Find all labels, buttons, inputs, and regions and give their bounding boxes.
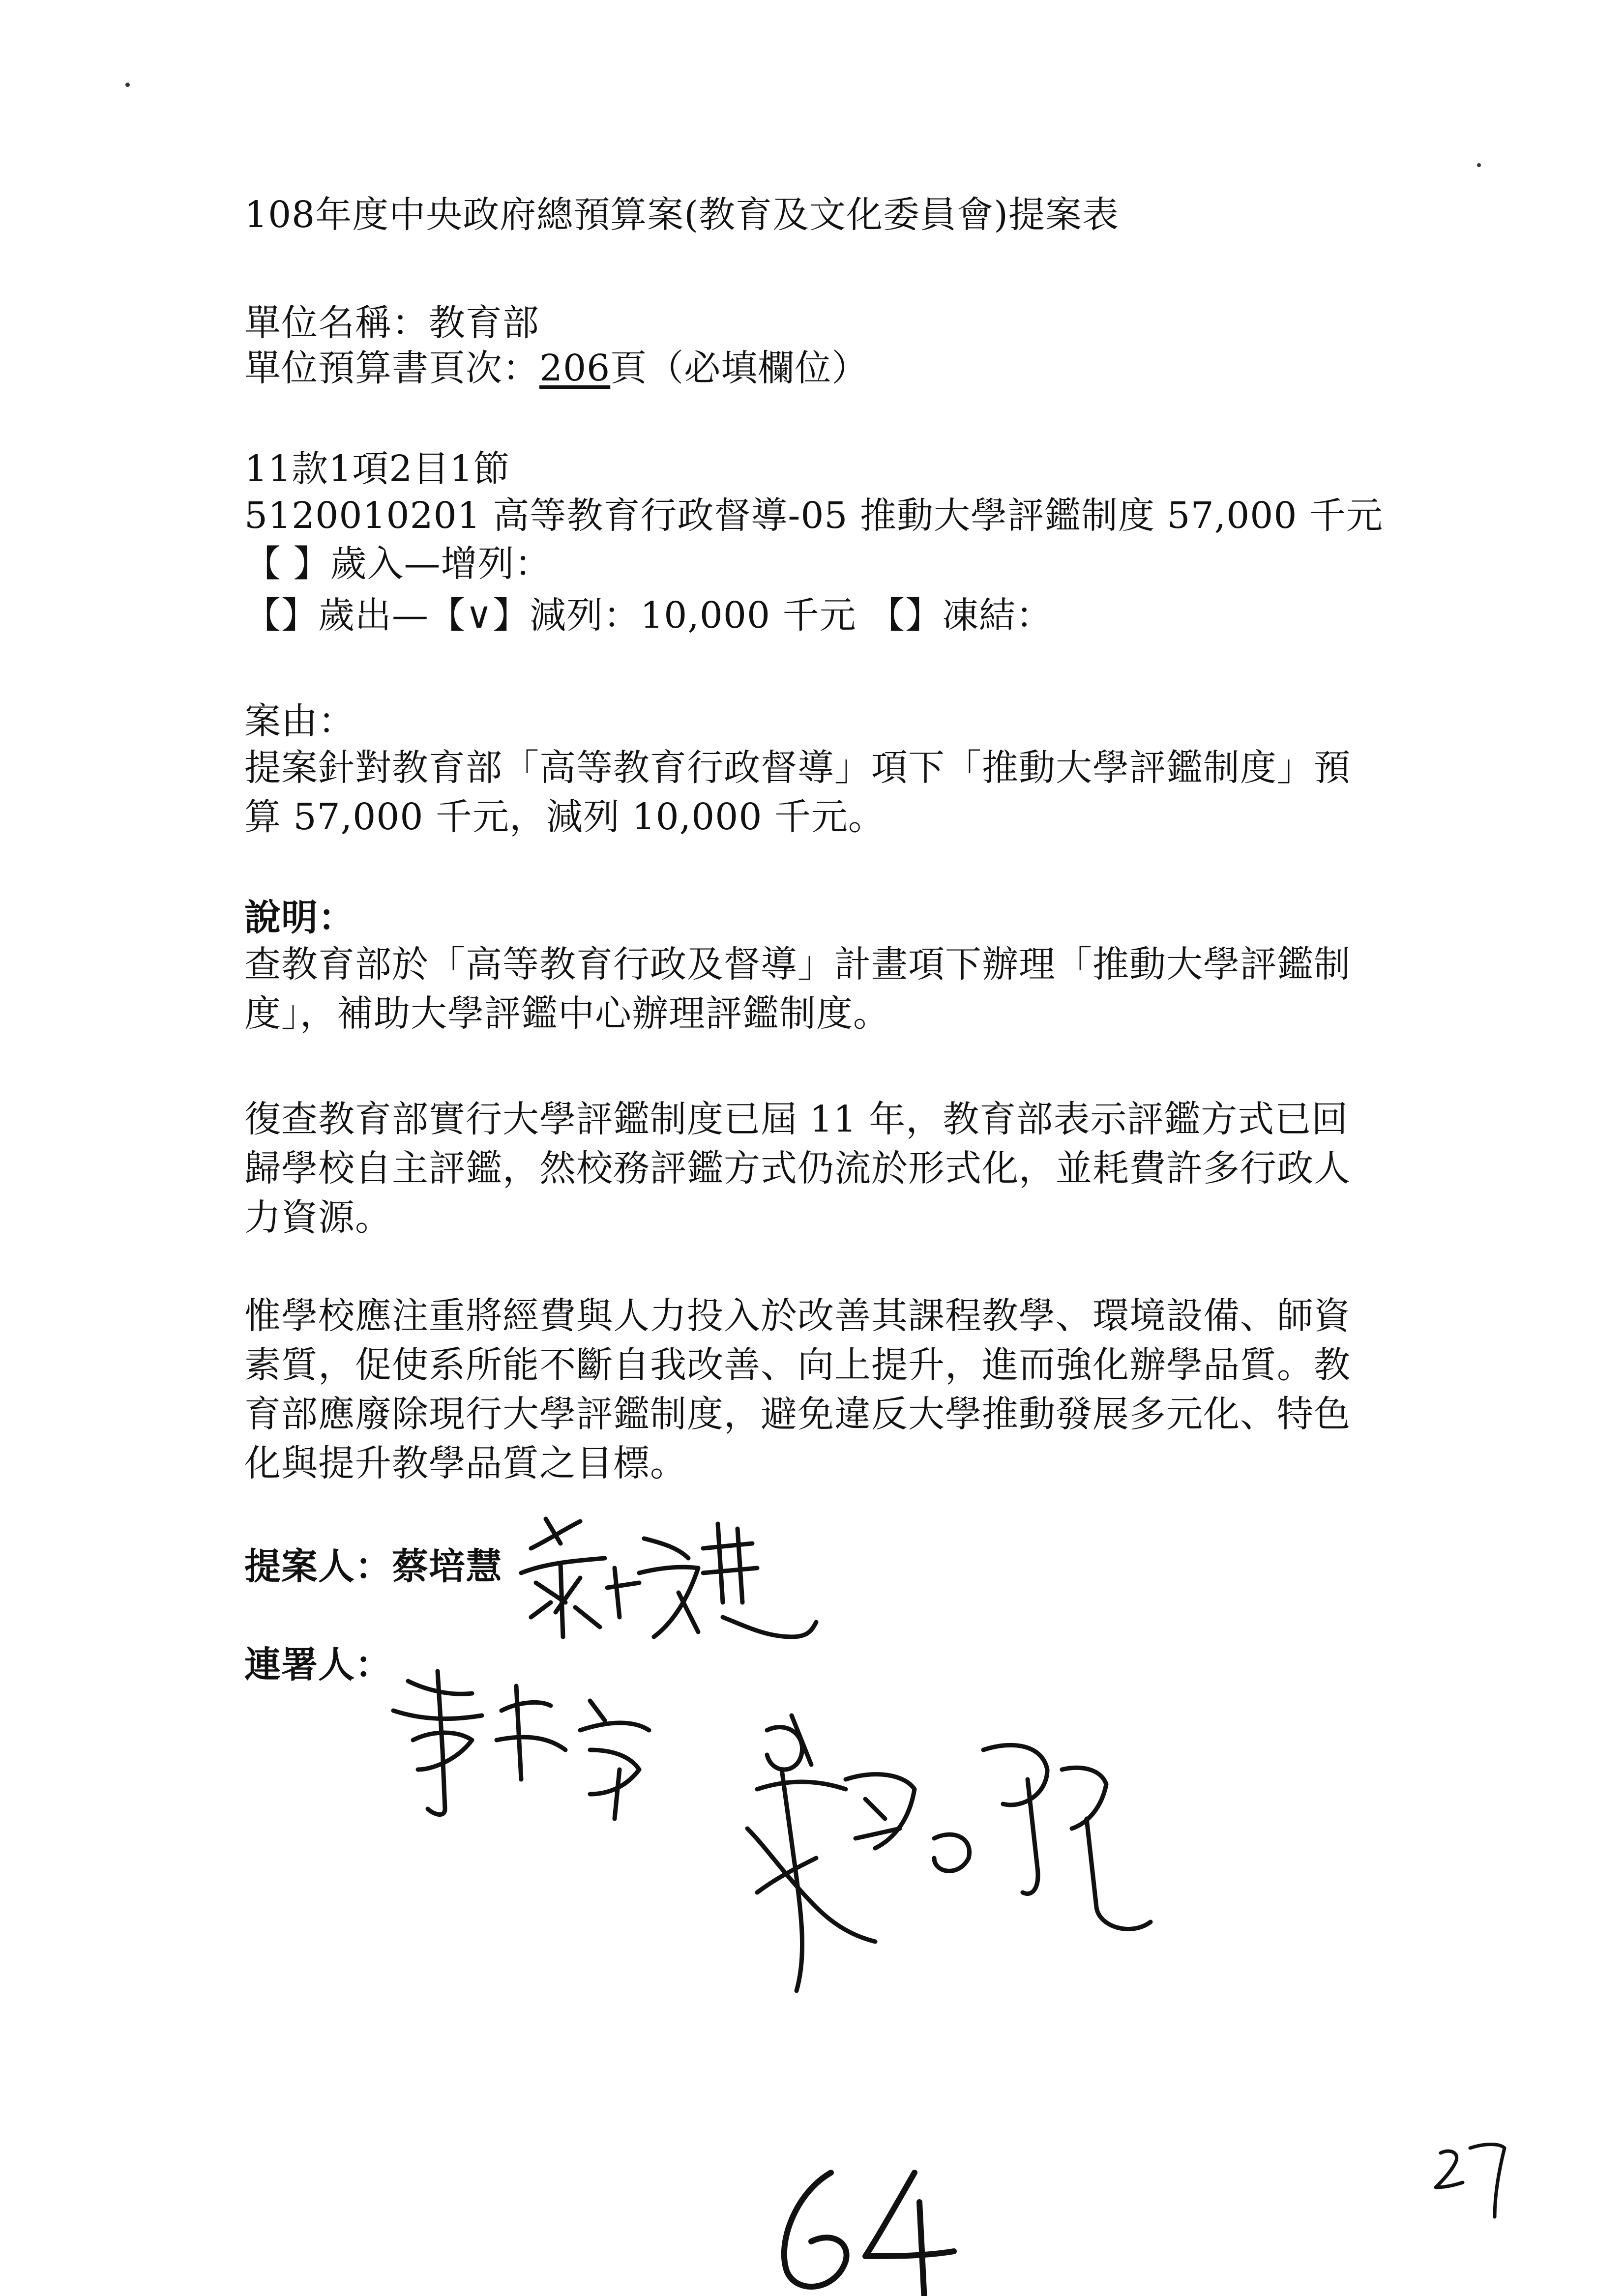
explanation-line: 度」，補助大學評鑑中心辦理評鑑制度。 — [244, 992, 890, 1035]
explanation-line: 素質，促使系所能不斷自我改善、向上提升，進而強化辦學品質。教 — [244, 1344, 1351, 1386]
explanation-heading: 說明： — [244, 897, 355, 939]
cosigner-label: 連署人： — [244, 1644, 392, 1686]
explanation-line: 歸學校自主評鑑，然校務評鑑方式仍流於形式化，並耗費許多行政人 — [244, 1147, 1351, 1190]
scan-speck — [125, 83, 130, 87]
corner-mark — [1436, 2145, 1505, 2217]
unit-name: 單位名稱：教育部 — [244, 302, 539, 344]
explanation-line: 育部應廢除現行大學評鑑制度，避免違反大學推動發展多元化、特色 — [244, 1393, 1351, 1435]
page-ref-number: 206 — [539, 347, 611, 389]
proposer-label: 提案人： — [244, 1545, 392, 1588]
reason-heading: 案由： — [244, 700, 355, 742]
proposer-name: 蔡培慧 — [392, 1545, 502, 1588]
explanation-line: 查教育部於「高等教育行政及督導」計畫項下辦理「推動大學評鑑制 — [244, 943, 1351, 986]
scan-speck — [1477, 163, 1481, 167]
proposer-signature — [521, 1519, 816, 1637]
reason-line: 提案針對教育部「高等教育行政督導」項下「推動大學評鑑制度」預 — [244, 747, 1351, 789]
explanation-line: 惟學校應注重將經費與人力投入於改善其課程教學、環境設備、師資 — [244, 1295, 1351, 1337]
cosigner-signature — [393, 1671, 649, 1819]
revenue-line: 【 】歲入—增列： — [244, 543, 552, 585]
handwritten-number-64 — [784, 2173, 954, 2296]
reason-line: 算 57,000 千元，減列 10,000 千元。 — [244, 796, 885, 838]
explanation-line: 復查教育部實行大學評鑑制度已屆 11 年，教育部表示評鑑方式已回 — [244, 1098, 1349, 1140]
document-title: 108年度中央政府總預算案(教育及文化委員會)提案表 — [244, 194, 1119, 236]
explanation-line: 化與提升教學品質之目標。 — [244, 1442, 687, 1484]
budget-item: 5120010201 高等教育行政督導-05 推動大學評鑑制度 57,000 千元 — [244, 494, 1383, 537]
cosigner-signature — [747, 1715, 1151, 1991]
section-code: 11款1項2目1節 — [244, 448, 510, 490]
expenditure-line: 【】歲出—【∨】減列：10,000 千元 【】凍結： — [244, 594, 1053, 637]
page-ref-prefix: 單位預算書頁次： — [244, 347, 539, 389]
page-ref-suffix: 頁（必填欄位） — [610, 347, 869, 389]
explanation-line: 力資源。 — [244, 1196, 392, 1239]
